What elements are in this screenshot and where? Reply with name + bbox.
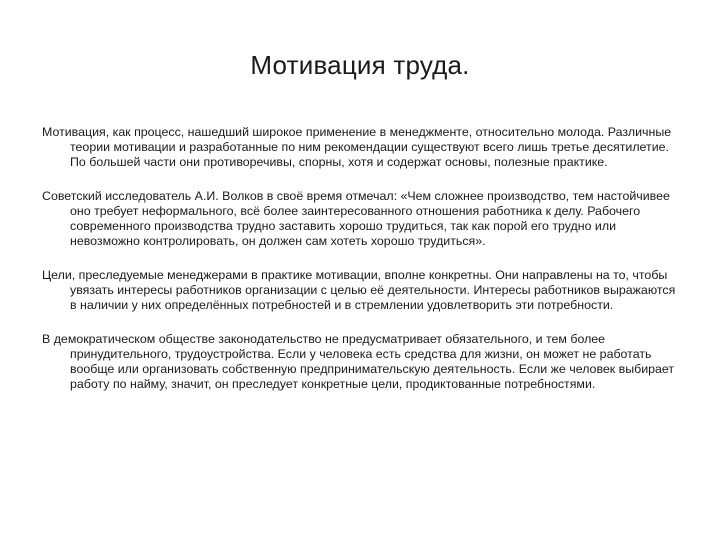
- slide-body: [42, 125, 682, 411]
- slide-title: Мотивация труда.: [250, 50, 470, 80]
- paragraph-motivation-definition: Мотивация, как процесс, нашедший широкое применение в менеджменте, относительно молода. Различные теории мотивации и разработанные по ним рекомендации существуют всего лишь третье десятилетие. По большей части они противоречивы, спорны, хотя и содержат основы, полезные практике.: [42, 125, 672, 169]
- paragraph-volkov-quote: Советский исследователь А.И. Волков в своё время отмечал: «Чем сложнее производство, тем настойчивее оно требует неформального, всё более заинтересованного отношения работника к делу. Рабочего современного производства трудно заставить хорошо трудиться, так как порой его трудно или невозможно контролировать, он должен сам хотеть хорошо трудиться».: [42, 189, 670, 248]
- paragraph-democratic-society: В демократическом обществе законодательство не предусматривает обязательного, и тем более принудительного, трудоустройства. Если у человека есть средства для жизни, он может не работать вообще или организовать собственную предпринимательскую деятельность. Если же человек выбирает работу по найму, значит, он преследует конкретные цели, продиктованные потребностями.: [42, 332, 675, 391]
- paragraph-motivation-goals: Цели, преследуемые менеджерами в практике мотивации, вполне конкретны. Они направлены на то, чтобы увязать интересы работников организации с целью её деятельности. Интересы работников выражаются в наличии у них определённых потребностей и в стремлении удовлетворить эти потребности.: [42, 268, 676, 312]
